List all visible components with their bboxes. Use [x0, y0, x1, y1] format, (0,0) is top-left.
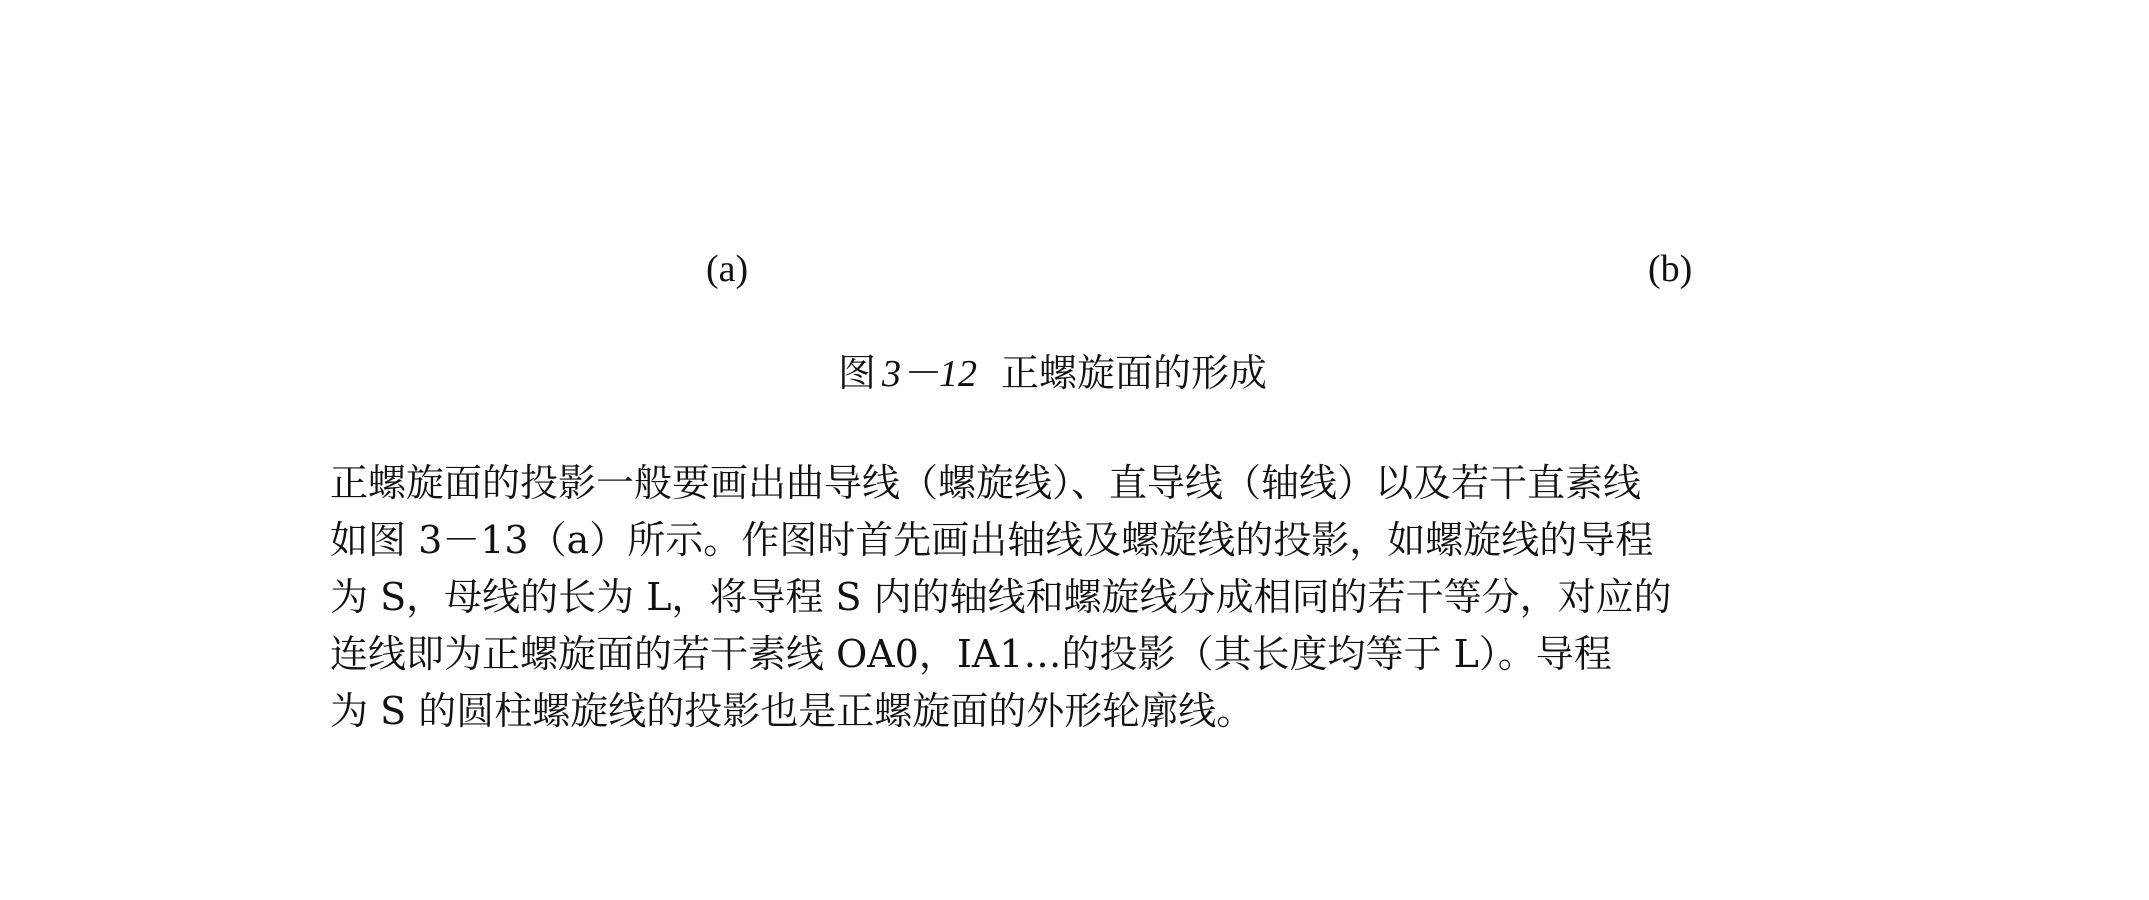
figure-caption [838, 350, 1267, 397]
body-paragraph [330, 455, 1850, 740]
subfigure-label-a [706, 246, 748, 292]
caption-number: 3－12 [882, 353, 978, 395]
subfigure-label-b [1648, 246, 1692, 292]
caption-title: 正螺旋面的形成 [1001, 351, 1268, 395]
subfigure-label-b-text: (b) [1648, 248, 1693, 290]
paragraph-line-1: 正螺旋面的投影一般要画出曲导线（螺旋线）、直导线（轴线）以及若干直素线 [330, 461, 1642, 505]
caption-prefix: 图 [838, 351, 877, 395]
paragraph-line-2: 如图 3－13（a）所示。作图时首先画出轴线及螺旋线的投影，如螺旋线的导程 [330, 518, 1654, 562]
paragraph-line-5: 为 S 的圆柱螺旋线的投影也是正螺旋面的外形轮廓线。 [330, 689, 1255, 733]
paragraph-line-4: 连线即为正螺旋面的若干素线 OA0，ⅠA1…的投影（其长度均等于 L）。导程 [330, 632, 1612, 676]
subfigure-label-a-text: (a) [706, 248, 749, 290]
paragraph-line-3: 为 S，母线的长为 L，将导程 S 内的轴线和螺旋线分成相同的若干等分，对应的 [330, 575, 1672, 619]
